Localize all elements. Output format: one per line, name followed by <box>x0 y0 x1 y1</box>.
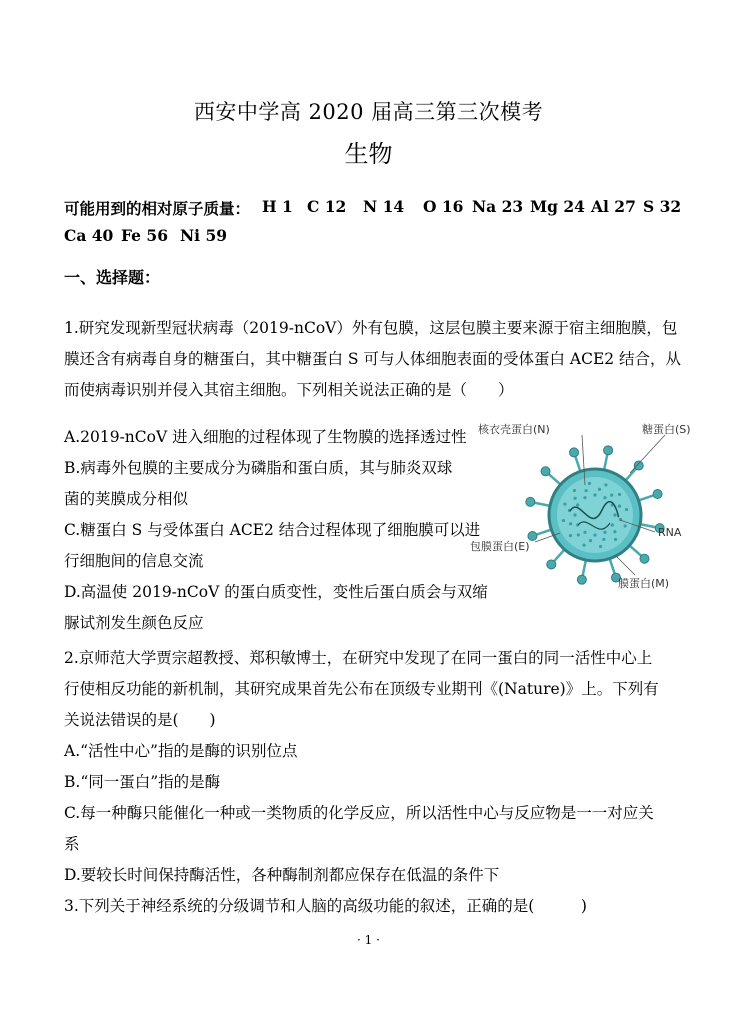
atomic-mass-item: Fe 56 <box>121 226 168 245</box>
surface-dot <box>602 538 605 541</box>
label-spike: 糖蛋白(S) <box>642 423 691 436</box>
leader-line-m <box>615 555 635 575</box>
spike-head <box>653 490 662 499</box>
surface-dot <box>576 503 579 506</box>
atomic-mass-item: O 16 <box>423 197 464 216</box>
q1-option-d: D.高温使 2019-nCoV 的蛋白质变性，变性后蛋白质会与双缩 <box>64 583 488 601</box>
surface-dot <box>588 482 591 485</box>
surface-dot <box>593 533 596 536</box>
page-number: · 1 · <box>357 933 380 947</box>
spike-head <box>570 448 579 457</box>
atomic-mass-item: N 14 <box>363 197 405 216</box>
surface-dot <box>603 496 606 499</box>
surface-dot <box>614 538 617 541</box>
atomic-mass-item: H 1 <box>262 197 293 216</box>
q1-stem-line: 而使病毒识别并侵入其宿主细胞。下列相关说法正确的是（ ） <box>64 381 514 399</box>
surface-dot <box>573 513 576 516</box>
q1-option-b-cont: 菌的荚膜成分相似 <box>64 490 189 508</box>
q1-option-c: C.糖蛋白 S 与受体蛋白 ACE2 结合过程体现了细胞膜可以进 <box>64 521 481 539</box>
spike-head <box>577 575 586 584</box>
q2-option-b: B.“同一蛋白”指的是酶 <box>64 773 221 791</box>
surface-dot <box>582 543 585 546</box>
q3-stem-line: 3.下列关于神经系统的分级调节和人脑的高级功能的叙述，正确的是( ) <box>64 897 587 915</box>
label-membrane: 膜蛋白(M) <box>618 577 670 590</box>
surface-dot <box>583 531 586 534</box>
q1-option-b: B.病毒外包膜的主要成分为磷脂和蛋白质，其与肺炎双球 <box>64 459 453 477</box>
atomic-mass-item: C 12 <box>307 197 347 216</box>
exam-title: 西安中学高 2020 届高三第三次模考 <box>193 100 544 124</box>
surface-dot <box>613 530 616 533</box>
spike-head <box>604 446 613 455</box>
atomic-mass-item: Na 23 <box>472 197 524 216</box>
surface-dot <box>604 483 607 486</box>
spike-head <box>547 560 556 569</box>
q1-stem-line: 膜还含有病毒自身的糖蛋白，其中糖蛋白 S 可与人体细胞表面的受体蛋白 ACE2 结合，从 <box>64 350 682 368</box>
coronavirus-diagram <box>470 415 720 595</box>
surface-dot <box>573 497 576 500</box>
surface-dot <box>618 505 621 508</box>
leader-line-s <box>630 435 665 473</box>
q2-option-c-cont: 系 <box>64 835 80 853</box>
atomic-mass-label: 可能用到的相对原子质量： <box>64 199 251 218</box>
spike-head <box>640 554 649 563</box>
atomic-mass-item: S 32 <box>643 197 682 216</box>
spike-head <box>634 461 643 470</box>
q2-stem-line: 关说法错误的是( ) <box>64 711 216 729</box>
q1-option-c-cont: 行细胞间的信息交流 <box>64 552 204 570</box>
surface-dot <box>625 508 628 511</box>
atomic-mass-item: Al 27 <box>591 197 636 216</box>
surface-dot <box>593 493 596 496</box>
label-rna: RNA <box>658 526 682 539</box>
surface-dot <box>599 545 602 548</box>
q1-option-a: A.2019-nCoV 进入细胞的过程体现了生物膜的选择透过性 <box>64 428 467 446</box>
surface-dot <box>585 489 588 492</box>
surface-dot <box>613 513 616 516</box>
spike-head <box>526 497 535 506</box>
surface-dot <box>623 524 626 527</box>
label-nucleocapsid: 核衣壳蛋白(N) <box>478 423 550 436</box>
q1-option-d-cont: 脲试剂发生颜色反应 <box>64 614 204 632</box>
section-title: 一、选择题： <box>64 268 161 287</box>
surface-dot <box>618 493 621 496</box>
q2-option-d: D.要较长时间保持酶活性，各种酶制剂都应保存在低温的条件下 <box>64 866 500 884</box>
surface-dot <box>562 519 565 522</box>
atomic-mass-item: Ca 40 <box>64 226 114 245</box>
surface-dot <box>563 502 566 505</box>
q2-option-a: A.“活性中心”指的是酶的识别位点 <box>64 742 298 760</box>
surface-dot <box>610 493 613 496</box>
spike-head <box>541 467 550 476</box>
surface-dot <box>583 496 586 499</box>
q2-stem-line: 2.京师范大学贾宗超教授、郑积敏博士，在研究中发现了在同一蛋白的同一活性中心上 <box>64 649 653 667</box>
surface-dot <box>598 488 601 491</box>
surface-dot <box>603 531 606 534</box>
surface-dot <box>589 539 592 542</box>
surface-dot <box>569 522 572 525</box>
subject-title: 生物 <box>344 140 393 168</box>
q2-stem-line: 行使相反功能的新机制，其研究成果首先公布在顶级专业期刊《(Nature)》上。下列有 <box>64 680 659 698</box>
surface-dot <box>611 523 614 526</box>
surface-dot <box>569 534 572 537</box>
virus-core <box>557 477 633 553</box>
surface-dot <box>577 533 580 536</box>
q1-stem-line: 1.研究发现新型冠状病毒（2019-nCoV）外有包膜，这层包膜主要来源于宿主细胞膜，包 <box>64 319 678 337</box>
atomic-mass-item: Ni 59 <box>180 226 228 245</box>
surface-dot <box>573 489 576 492</box>
atomic-mass-item: Mg 24 <box>530 197 585 216</box>
label-envelope: 包膜蛋白(E) <box>470 540 530 553</box>
q2-option-c: C.每一种酶只能催化一种或一类物质的化学反应，所以活性中心与反应物是一一对应关 <box>64 804 654 822</box>
